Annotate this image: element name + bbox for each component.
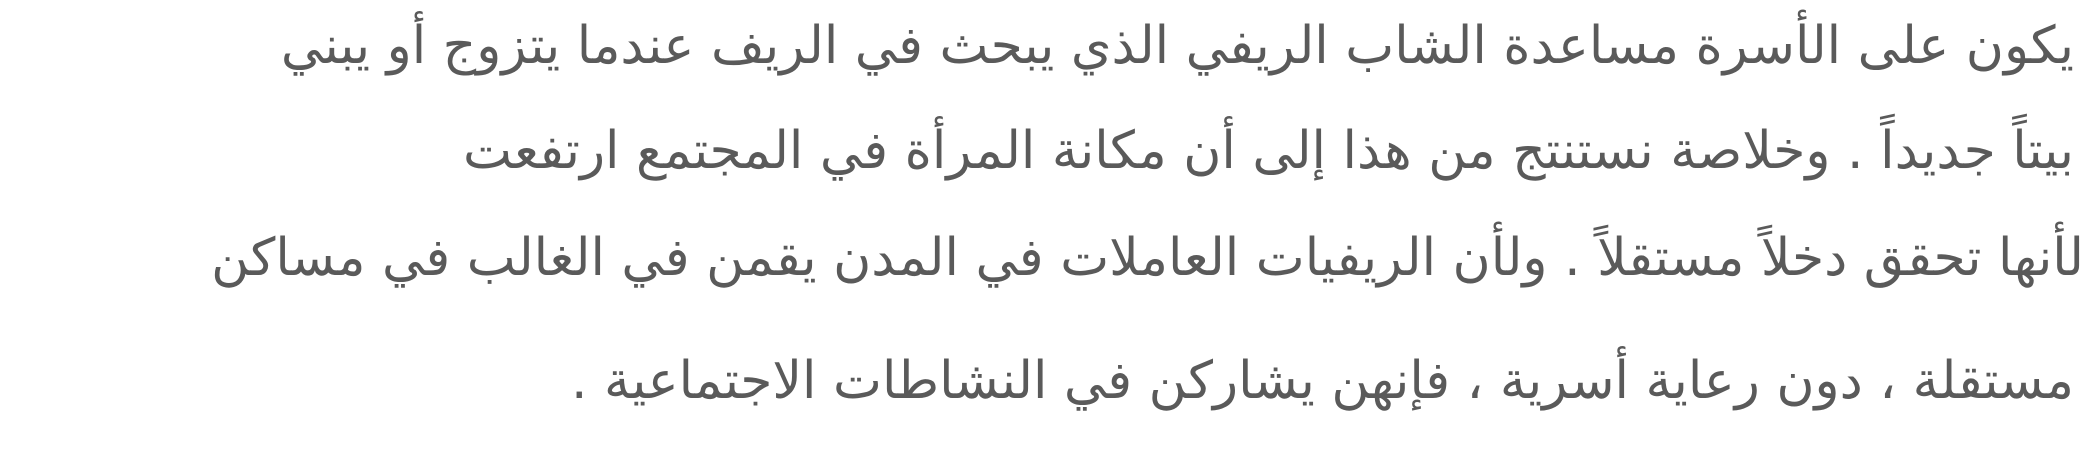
text-line-3: لأنها تحقق دخلاً مستقلاً . ولأن الريفيات العاملات في المدن يقمن في الغالب في مساكن	[211, 228, 2084, 288]
text-line-4: مستقلة ، دون رعاية أسرية ، فإنهن يشاركن في النشاطات الاجتماعية .	[570, 351, 2074, 411]
text-line-2: بيتاً جديداً . وخلاصة نستنتج من هذا إلى أن مكانة المرأة في المجتمع ارتفعت	[463, 121, 2074, 181]
text-line-1: يكون على الأسرة مساعدة الشاب الريفي الذي يبحث في الريف عندما يتزوج أو يبني	[280, 16, 2074, 76]
